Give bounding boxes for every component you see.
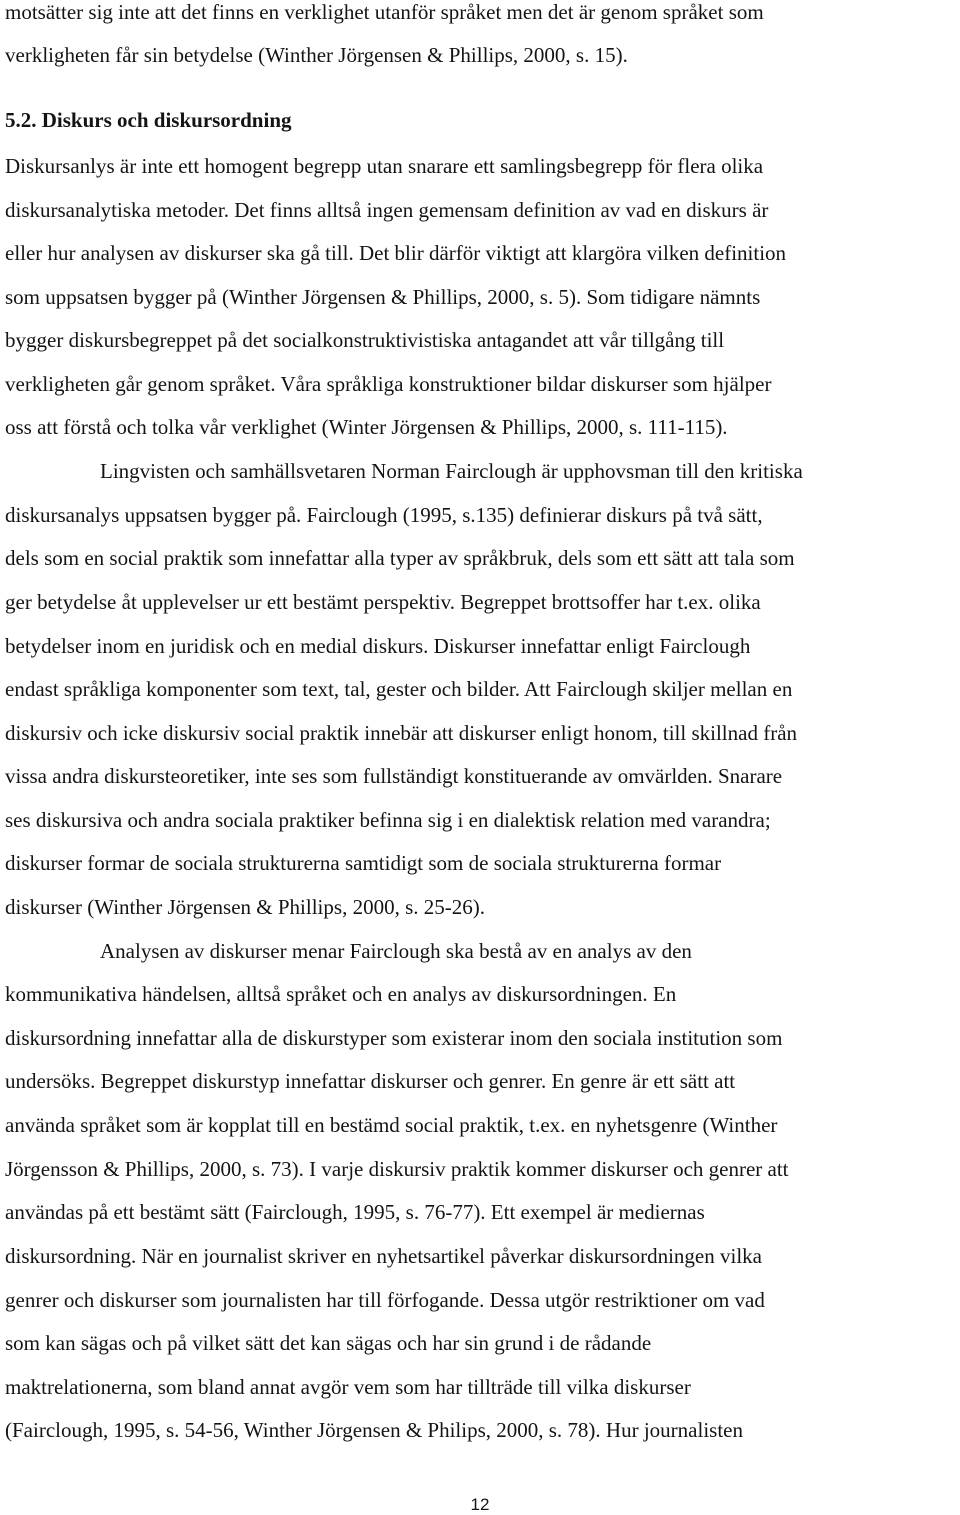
text-line: ger betydelse åt upplevelser ur ett bestämt perspektiv. Begreppet brottsoffer har t.ex. olika: [5, 590, 761, 614]
text-line: betydelser inom en juridisk och en medial diskurs. Diskurser innefattar enligt Fairclough: [5, 634, 751, 658]
text-line: verkligheten går genom språket. Våra språkliga konstruktioner bildar diskurser som hjälper: [5, 372, 772, 396]
text-line: eller hur analysen av diskurser ska gå till. Det blir därför viktigt att klargöra vilken definition: [5, 241, 787, 265]
text-line: som uppsatsen bygger på (Winther Jörgensen & Phillips, 2000, s. 5). Som tidigare nämnts: [5, 285, 761, 309]
text-line: diskursordning. När en journalist skriver en nyhetsartikel påverkar diskursordningen vilka: [5, 1244, 762, 1268]
text-line: genrer och diskurser som journalisten har till förfogande. Dessa utgör restriktioner om vad: [5, 1288, 765, 1312]
text-line: undersöks. Begreppet diskurstyp innefattar diskurser och genrer. En genre är ett sätt att: [5, 1069, 736, 1093]
text-line: diskursiv och icke diskursiv social praktik innebär att diskurser enligt honom, till skillnad från: [5, 721, 798, 745]
text-line: endast språkliga komponenter som text, tal, gester och bilder. Att Fairclough skiljer mellan en: [5, 677, 793, 701]
text-line: kommunikativa händelsen, alltså språket och en analys av diskursordningen. En: [5, 982, 677, 1006]
text-line: som kan sägas och på vilket sätt det kan sägas och har sin grund i de rådande: [5, 1331, 652, 1355]
text-line: maktrelationerna, som bland annat avgör vem som har tillträde till vilka diskurser: [5, 1375, 691, 1399]
text-line: diskurser formar de sociala strukturerna samtidigt som de sociala strukturerna formar: [5, 851, 722, 875]
text-line: diskursanalys uppsatsen bygger på. Fairclough (1995, s.135) definierar diskurs på två sätt,: [5, 503, 763, 527]
text-line: diskurser (Winther Jörgensen & Phillips, 2000, s. 25-26).: [5, 895, 485, 919]
text-line: Analysen av diskurser menar Fairclough ska bestå av en analys av den: [100, 939, 692, 963]
text-line: vissa andra diskursteoretiker, inte ses som fullständigt konstituerande av omvärlden. Snarare: [5, 764, 783, 788]
text-line: diskursordning innefattar alla de diskurstyper som existerar inom den sociala institution som: [5, 1026, 783, 1050]
text-line: (Fairclough, 1995, s. 54-56, Winther Jörgensen & Philips, 2000, s. 78). Hur journalisten: [5, 1418, 743, 1442]
text-line: diskursanalytiska metoder. Det finns alltså ingen gemensam definition av vad en diskurs är: [5, 198, 769, 222]
page-number: 12: [470, 1495, 490, 1514]
text-line: oss att förstå och tolka vår verklighet (Winter Jörgensen & Phillips, 2000, s. 111-115).: [5, 415, 728, 439]
text-line: använda språket som är kopplat till en bestämd social praktik, t.ex. en nyhetsgenre (Winther: [5, 1113, 778, 1137]
text-line: dels som en social praktik som innefattar alla typer av språkbruk, dels som ett sätt att tala som: [5, 546, 795, 570]
text-line: Diskursanlys är inte ett homogent begrepp utan snarare ett samlingsbegrepp för flera olika: [5, 154, 764, 178]
text-line: ses diskursiva och andra sociala praktiker befinna sig i en dialektisk relation med varandra;: [5, 808, 771, 832]
text-line: motsätter sig inte att det finns en verklighet utanför språket men det är genom språket som: [5, 0, 764, 24]
section-heading: 5.2. Diskurs och diskursordning: [5, 108, 292, 132]
text-line: användas på ett bestämt sätt (Fairclough, 1995, s. 76-77). Ett exempel är mediernas: [5, 1200, 705, 1224]
text-line: Jörgensson & Phillips, 2000, s. 73). I varje diskursiv praktik kommer diskurser och genrer att: [5, 1157, 789, 1181]
text-line: verkligheten får sin betydelse (Winther Jörgensen & Phillips, 2000, s. 15).: [5, 43, 628, 67]
text-line: bygger diskursbegreppet på det socialkonstruktivistiska antagandet att vår tillgång till: [5, 328, 725, 352]
text-line: Lingvisten och samhällsvetaren Norman Fairclough är upphovsman till den kritiska: [100, 459, 803, 483]
